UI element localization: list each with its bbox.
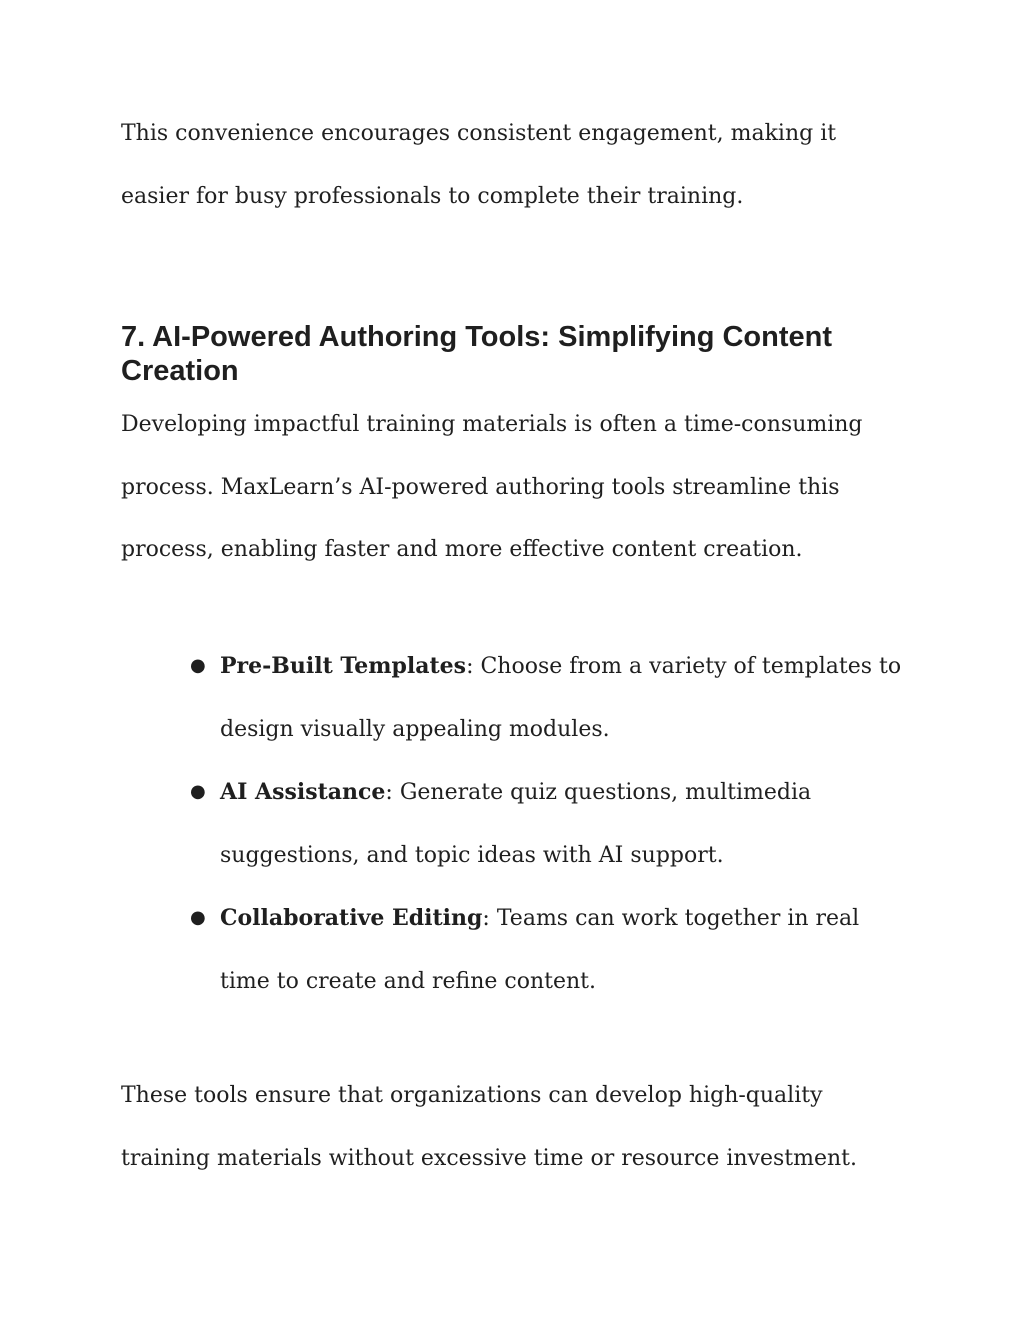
list-item-separator: :: [466, 654, 474, 679]
bullet-icon: ●: [190, 655, 206, 676]
list-item-text: Teams can work together in real time to create and refine content.: [220, 906, 860, 994]
list-item: [188, 887, 908, 1013]
bullet-icon: ●: [190, 907, 206, 928]
list-item-term: AI Assistance: [220, 779, 386, 805]
list-item-term: Pre-Built Templates: [220, 653, 467, 679]
section-paragraph: Developing impactful training materials is often a time-consuming process. MaxLearn’s AI-powered authoring tools streamline this process, enabling faster and more effective content creation.: [121, 412, 863, 562]
feature-list: [188, 635, 908, 1013]
list-item: [188, 635, 908, 761]
list-item: [188, 761, 908, 887]
list-item-text: Choose from a variety of templates to design visually appealing modules.: [220, 654, 902, 742]
section-heading: 7. AI-Powered Authoring Tools: Simplifying Content Creation: [121, 321, 833, 387]
bullet-icon: ●: [190, 781, 206, 802]
list-item-separator: :: [385, 780, 393, 805]
closing-paragraph: These tools ensure that organizations can develop high-quality training materials without excessive time or resource investment.: [121, 1083, 858, 1171]
list-item-term: Collaborative Editing: [220, 905, 483, 931]
list-item-separator: :: [482, 906, 490, 931]
list-item-text: Generate quiz questions, multimedia suggestions, and topic ideas with AI support.: [220, 780, 812, 868]
intro-paragraph: This convenience encourages consistent engagement, making it easier for busy professionals to complete their training.: [121, 121, 837, 209]
